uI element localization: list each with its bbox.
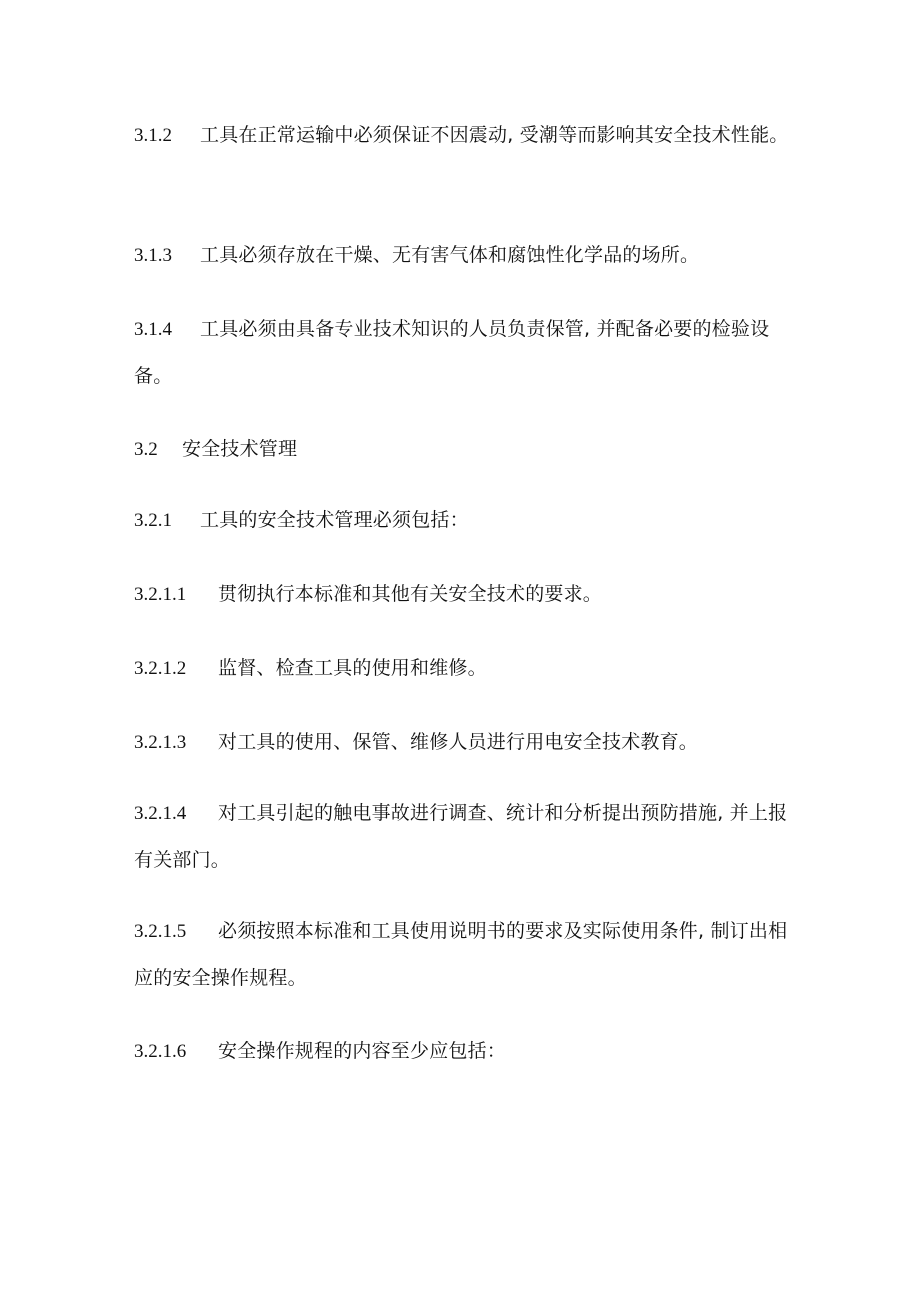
paragraph-3-1-2	[134, 112, 794, 159]
clause-number: 3.2.1.6	[134, 1041, 187, 1062]
clause-text: 监督、检查工具的使用和维修。	[218, 657, 487, 679]
section-title: 安全技术管理	[182, 438, 298, 460]
clause-number: 3.2.1.2	[134, 658, 187, 679]
clause-number: 3.2.1.1	[134, 584, 187, 605]
paragraph-3-2-1-2	[134, 645, 794, 692]
paragraph-3-1-4	[134, 306, 794, 399]
clause-text: 对工具的使用、保管、维修人员进行用电安全技术教育。	[218, 731, 699, 753]
clause-text: 工具的安全技术管理必须包括：	[200, 509, 469, 531]
clause-text: 对工具引起的触电事故进行调查、统计和分析提出预防措施, 并上报有关部门。	[134, 802, 788, 871]
clause-text: 贯彻执行本标准和其他有关安全技术的要求。	[218, 583, 603, 605]
clause-number: 3.2.1.3	[134, 732, 187, 753]
paragraph-3-2-1-5	[134, 908, 794, 1001]
clause-text: 工具在正常运输中必须保证不因震动, 受潮等而影响其安全技术性能。	[200, 124, 789, 146]
section-number: 3.2	[134, 439, 158, 460]
clause-number: 3.2.1.5	[134, 921, 187, 942]
clause-number: 3.2.1	[134, 510, 172, 531]
clause-number: 3.1.3	[134, 245, 172, 266]
clause-text: 必须按照本标准和工具使用说明书的要求及实际使用条件, 制订出相应的安全操作规程。	[134, 920, 788, 989]
clause-number: 3.2.1.4	[134, 803, 187, 824]
paragraph-3-2-1-6	[134, 1028, 794, 1075]
section-heading-3-2	[134, 426, 794, 473]
paragraph-3-1-3	[134, 232, 794, 279]
clause-text: 安全操作规程的内容至少应包括：	[218, 1040, 507, 1062]
clause-text: 工具必须由具备专业技术知识的人员负责保管, 并配备必要的检验设备。	[134, 318, 770, 387]
clause-number: 3.1.2	[134, 125, 172, 146]
paragraph-3-2-1	[134, 497, 794, 544]
paragraph-3-2-1-1	[134, 571, 794, 618]
paragraph-3-2-1-4	[134, 790, 794, 883]
clause-number: 3.1.4	[134, 319, 172, 340]
paragraph-3-2-1-3	[134, 719, 794, 766]
clause-text: 工具必须存放在干燥、无有害气体和腐蚀性化学品的场所。	[200, 244, 700, 266]
